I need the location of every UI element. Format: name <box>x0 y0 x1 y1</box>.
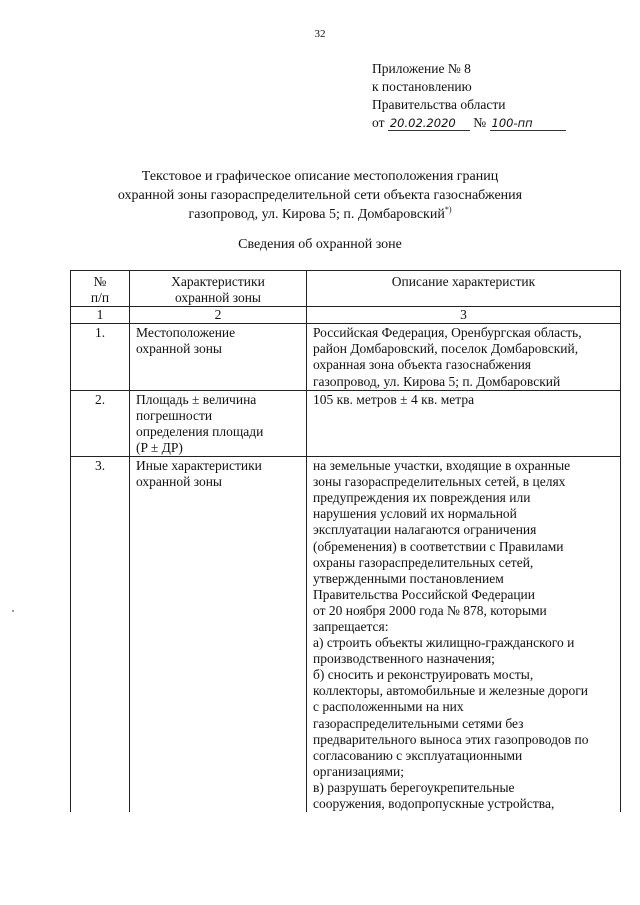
number-label: № <box>473 115 487 130</box>
zone-info-table <box>70 270 621 812</box>
title-line-2: охранной зоны газораспределительной сети объекта газоснабжения <box>117 188 523 203</box>
scan-speck <box>12 610 14 612</box>
table-row <box>71 324 621 390</box>
appendix-date-row <box>372 114 566 132</box>
header-description: Описание характеристик <box>307 271 621 307</box>
table-index-row <box>71 307 621 324</box>
section-subtitle: Сведения об охранной зоне <box>238 237 402 252</box>
row-number: 2. <box>71 390 130 456</box>
table-header-row <box>71 271 621 307</box>
appendix-line-3: Правительства области <box>372 97 506 112</box>
index-cell: 3 <box>307 307 621 324</box>
table-row <box>71 390 621 456</box>
row-characteristic: Иные характеристики охранной зоны <box>130 457 307 813</box>
row-characteristic: Местоположение охранной зоны <box>130 324 307 390</box>
header-characteristics: Характеристики охранной зоны <box>130 271 307 307</box>
row-description: 105 кв. метров ± 4 кв. метра <box>307 390 621 456</box>
footnote-mark: *) <box>444 205 452 214</box>
table-row <box>71 457 621 813</box>
title-line-1: Текстовое и графическое описание местоположения границ <box>141 169 499 184</box>
handwritten-number: 100-пп <box>490 116 566 131</box>
from-label: от <box>372 115 385 130</box>
row-number: 3. <box>71 457 130 813</box>
page-number: 32 <box>314 28 326 40</box>
index-cell: 2 <box>130 307 307 324</box>
title-line-3-text: газопровод, ул. Кирова 5; п. Домбаровский <box>188 207 445 222</box>
appendix-block <box>372 60 566 132</box>
row-description: Российская Федерация, Оренбургская область, район Домбаровский, поселок Домбаровский, охранная зона объекта газоснабжения газопровод, ул. Кирова 5; п. Домбаровский <box>307 324 621 390</box>
title-line-3 <box>80 205 560 224</box>
header-number: № п/п <box>71 271 130 307</box>
row-description: на земельные участки, входящие в охранные зоны газораспределительных сетей, в целях предупреждения их повреждения или нарушения условий их нормальной эксплуатации налагаются ограничения (обременения) в соответствии с Правилами охраны газораспределительных сетей, утвержденными постановлением Правительства Российской Федерации от 20 ноября 2000 года № 878, которыми запрещается: а) строить объекты жилищно-гражданского и производственного назначения; б) сносить и реконструировать мосты, коллекторы, автомобильные и железные дороги с расположенными на них газораспределительными сетями без предварительного выноса этих газопроводов по согласованию с эксплуатационными организациями; в) разрушать берегоукрепительные сооружения, водопропускные устройства, <box>307 457 621 813</box>
index-cell: 1 <box>71 307 130 324</box>
appendix-line-1: Приложение № 8 <box>372 61 471 76</box>
row-characteristic: Площадь ± величина погрешности определения площади (P ± ДР) <box>130 390 307 456</box>
handwritten-date: 20.02.2020 <box>388 116 470 131</box>
row-number: 1. <box>71 324 130 390</box>
document-title <box>80 167 560 224</box>
appendix-line-2: к постановлению <box>372 79 472 94</box>
